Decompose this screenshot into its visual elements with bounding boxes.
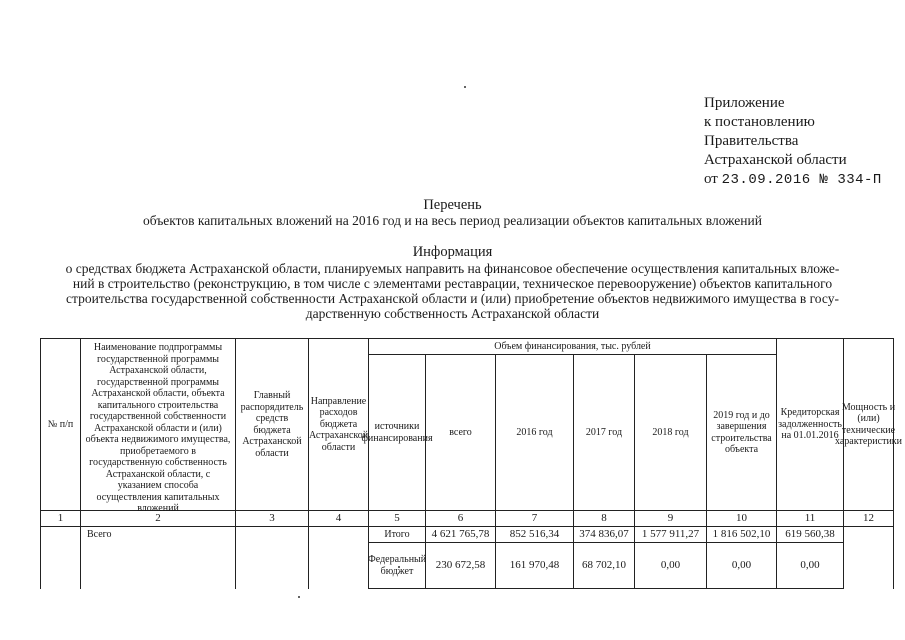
annex-line-1: Приложение <box>704 95 785 111</box>
info-line-3: строительства государственной собственности Астраханской области и (или) приобретение объектов недвижимого имущества в госу- <box>66 291 839 306</box>
column-number: 12 <box>844 511 893 527</box>
title-main: Перечень <box>423 197 482 213</box>
header-2019: 2019 год и до завершения строительства объекта <box>707 355 777 511</box>
column-number: 4 <box>309 511 369 527</box>
annex-line-2: к постановлению <box>704 114 815 130</box>
cell-2016: 852 516,34 <box>496 527 574 543</box>
info-line-2: ний в строительство (реконструкцию, в том числе с элементами реставрации, техническое перевооружение) объектов капитального <box>72 276 833 291</box>
header-total: всего <box>426 355 496 511</box>
info-line-4: дарственную собственность Астраханской области <box>305 306 600 321</box>
annex-signature-line <box>704 170 882 190</box>
cell-debt: 619 560,38 <box>777 527 844 543</box>
header-debt: Кредиторская задолженность на 01.01.2016 <box>777 339 844 511</box>
column-number: 7 <box>496 511 574 527</box>
annex-signature-prefix: от <box>704 171 718 187</box>
column-number: 3 <box>236 511 309 527</box>
annex-signature: 23.09.2016 № 334-П <box>721 172 882 188</box>
annex-block <box>704 94 882 190</box>
column-number: 10 <box>707 511 777 527</box>
financing-table <box>40 338 903 589</box>
column-number: 8 <box>574 511 635 527</box>
scan-speck <box>298 596 300 598</box>
annex-line-4: Астраханской области <box>704 152 847 168</box>
cell-direction <box>309 527 369 589</box>
column-number: 6 <box>426 511 496 527</box>
cell-2017: 374 836,07 <box>574 527 635 543</box>
cell-2016: 161 970,48 <box>496 543 574 589</box>
header-2017: 2017 год <box>574 355 635 511</box>
cell-source: Итого <box>369 527 426 543</box>
cell-2018: 0,00 <box>635 543 707 589</box>
title-sub: объектов капитальных вложений на 2016 год и на весь период реализации объектов капитальных вложений <box>143 213 762 228</box>
header-source: источники финансирования <box>369 355 426 511</box>
column-number: 9 <box>635 511 707 527</box>
cell-total: 230 672,58 <box>426 543 496 589</box>
cell-num <box>41 527 81 589</box>
cell-source: Федеральный бюджет <box>369 543 426 589</box>
cell-debt: 0,00 <box>777 543 844 589</box>
cell-capacity <box>844 527 893 589</box>
cell-2019: 1 816 502,10 <box>707 527 777 543</box>
header-funding-group: Объем финансирования, тыс. рублей <box>369 339 777 355</box>
annex-line-3: Правительства <box>704 133 799 149</box>
header-manager: Главный распорядитель средств бюджета Астраханской области <box>236 339 309 511</box>
column-number: 5 <box>369 511 426 527</box>
cell-2017: 68 702,10 <box>574 543 635 589</box>
info-line-1: о средствах бюджета Астраханской области, планируемых направить на финансовое обеспечение осуществления капитальных вложе- <box>65 261 840 276</box>
cell-2019: 0,00 <box>707 543 777 589</box>
cell-name: Всего <box>81 527 236 589</box>
cell-total: 4 621 765,78 <box>426 527 496 543</box>
info-heading: Информация <box>412 244 493 260</box>
column-number: 11 <box>777 511 844 527</box>
header-num: № п/п <box>41 339 81 511</box>
scan-speck <box>464 86 466 88</box>
cell-manager <box>236 527 309 589</box>
header-capacity: Мощность и (или) технические характеристики <box>844 339 893 511</box>
header-direction: Направление расходов бюджета Астраханской области <box>309 339 369 511</box>
header-2016: 2016 год <box>496 355 574 511</box>
cell-2018: 1 577 911,27 <box>635 527 707 543</box>
header-name: Наименование подпрограммы государственной программы Астраханской области, государственной программы Астраханской области, объекта капитального строительства государственной собственности Астраханской области и (или) объекта недвижимого имущества, приобретаемого в государственную собственность Астраханской области, с указанием способа осуществления капитальных вложений <box>81 339 236 511</box>
header-2018: 2018 год <box>635 355 707 511</box>
column-number: 1 <box>41 511 81 527</box>
column-number: 2 <box>81 511 236 527</box>
